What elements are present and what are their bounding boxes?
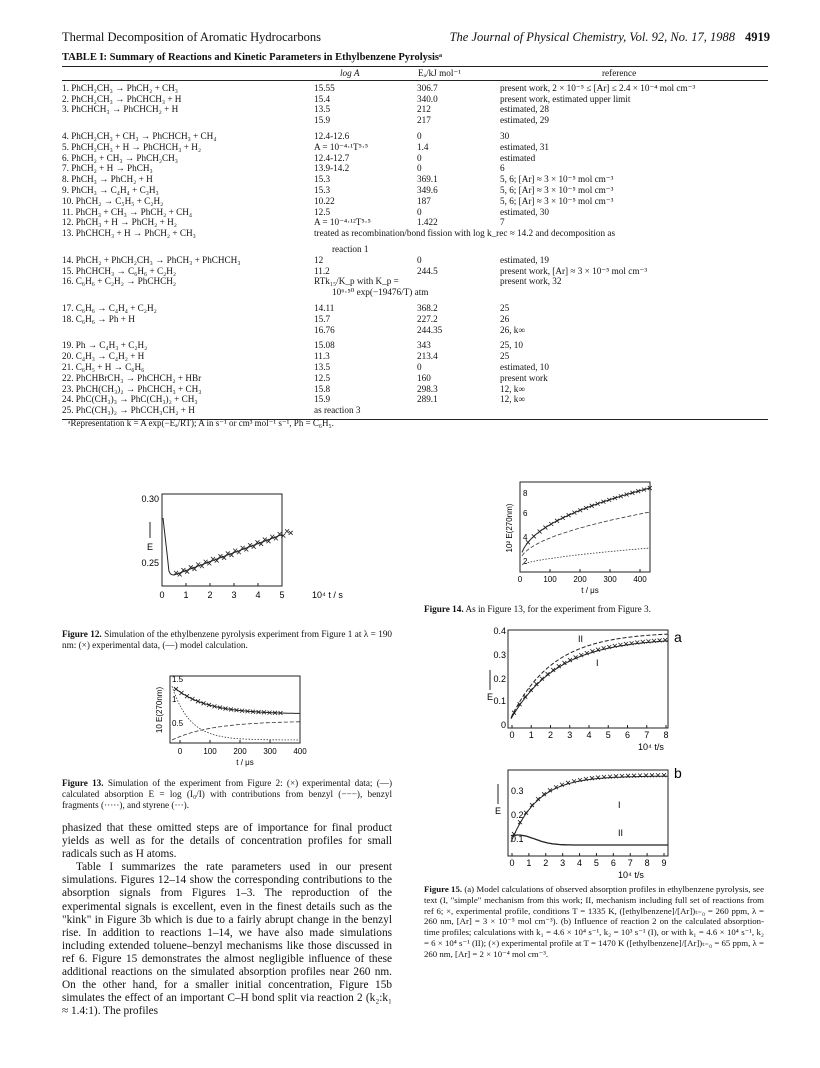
reference-cell: 25 [500,302,510,313]
x-tick-label: 200 [573,575,587,584]
reaction-cell: 23. PhCH(CH₃)₂ → PhCHCH₃ + CH₃ [62,383,202,394]
logA-cell: RTk₁₅/K_p with K_p = [314,276,399,287]
reference-cell: estimated, 30 [500,206,549,217]
x-tick-label: 2 [543,858,549,868]
reaction-cell: 13. PhCHCH₃ + H → PhCH₂ + CH₃ [62,228,196,239]
reference-cell: estimated, 28 [500,104,549,115]
y-tick-label: 0.3 [493,650,506,660]
reference-cell: 5, 6; [Ar] ≈ 3 × 10⁻⁵ mol cm⁻³ [500,184,614,195]
x-tick-label: 9 [661,858,667,868]
experimental-point [561,516,565,520]
curve-label-II: II [618,828,624,838]
reaction-cell: 6. PhCH₂ + CH₃ → PhCH₂CH₃ [62,152,179,163]
x-axis-label: 10⁴ t / s [312,590,343,600]
Ea-cell: 343 [417,340,431,351]
table-row [62,104,768,115]
reference-cell: 12, k∞ [500,383,525,394]
benzyl-curve [522,512,650,556]
table-row [62,384,768,395]
curve-II [511,835,668,845]
reaction-table [62,66,768,420]
reference-cell: 30 [500,130,510,141]
y-tick-label: 4 [523,533,528,542]
table-row [62,217,768,228]
reaction-cell: 5. PhCH₂CH₃ + H → PhCHCH₃ + H₂ [62,141,202,152]
table-row [62,405,768,416]
curve-label-II: II [578,634,584,644]
reaction-cell: 9. PhCH₃ → C₄H₄ + C₃H₃ [62,184,159,195]
logA-cell: 13.9-14.2 [314,163,350,174]
reference-cell: 5, 6; [Ar] ≈ 3 × 10⁻⁵ mol cm⁻³ [500,195,614,206]
y-tick-label: 0.5 [172,719,184,728]
x-tick-label: 1 [183,590,189,600]
y-axis-label: 10 E(270nm) [155,686,164,734]
table-caption: TABLE I: Summary of Reactions and Kinetic Parameters in Ethylbenzene Pyrolysisᵃ [62,52,443,63]
panel-label: b [674,765,682,781]
x-tick-label: 100 [203,747,217,756]
figure-12-caption: Figure 12. Simulation of the ethylbenzene pyrolysis experiment from Figure 1 at λ = 190 nm: (×) experimental data, (—) model calculation. [62,629,393,651]
x-tick-label: 7 [644,730,650,740]
y-axis-label: E [486,692,494,702]
Ea-cell: 187 [417,195,431,206]
y-tick-label: 0.3 [511,786,524,796]
reference-cell: 25 [500,351,510,362]
y-tick-label: 0.4 [493,626,506,636]
Ea-cell: 1.422 [417,217,438,228]
experimental-point [549,522,553,526]
reference-cell: 25, 10 [500,340,523,351]
table-row [62,115,768,126]
x-tick-label: 400 [633,575,647,584]
x-tick-label: 8 [644,858,650,868]
Ea-cell: 0 [417,361,422,372]
y-tick-label: 1 [172,695,177,704]
logA-cell: 10⁶·⁵⁰ exp(−19476/T) atm [332,287,429,298]
Ea-cell: 0 [417,152,422,163]
x-axis-label: t / μs [581,586,599,595]
experimental-point [532,534,536,538]
x-axis-label: t / μs [236,758,254,767]
reference-cell: present work, 2 × 10⁻⁵ ≤ [Ar] ≤ 2.4 × 10⁻⁴ mol cm⁻³ [500,82,696,93]
y-tick-label: 2 [523,557,528,566]
Ea-cell: 0 [417,206,422,217]
reference-cell: estimated, 10 [500,361,549,372]
reaction-cell: 8. PhCH₃ → PhCH₂ + H [62,174,153,185]
y-tick-label: 6 [523,509,528,518]
Ea-cell: 244.35 [417,324,443,335]
reaction-cell: 18. C₆H₆ → Ph + H [62,313,135,324]
x-tick-label: 6 [610,858,616,868]
x-tick-label: 2 [547,730,554,740]
Ea-cell: 160 [417,372,431,383]
x-tick-label: 5 [605,730,611,740]
logA-cell: 11.2 [314,265,330,276]
plot-frame [508,630,668,728]
logA-cell: 15.3 [314,184,331,195]
experimental-point [567,513,571,517]
figure-12-plot [142,486,402,611]
Ea-cell: 369.1 [417,174,438,185]
reaction-cell: 3. PhCHCH₃ → PhCHCH₂ + H [62,104,179,115]
experimental-point [555,519,559,523]
curve-I [511,776,668,842]
x-axis-label: 10⁴ t/s [638,742,664,752]
figure-12 [142,486,402,611]
logA-cell: A = 10⁻⁴·¹T⁵·⁵ [314,141,369,152]
reference-cell: present work, [Ar] ≈ 3 × 10⁻⁵ mol cm⁻³ [500,265,648,276]
logA-cell: 12.5 [314,372,331,383]
logA-cell: 13.5 [314,104,331,115]
logA-cell: 15.9 [314,115,331,126]
reaction-cell: 16. C₆H₆ + C₂H₂ → PhCHCH₂ [62,276,177,287]
Ea-cell: 213.4 [417,351,438,362]
table-row [62,340,768,351]
logA-cell: 12.4-12.6 [314,130,350,141]
reaction-cell: 20. C₄H₃ → C₄H₂ + H [62,351,145,362]
table-row [62,325,768,336]
table-row [62,153,768,164]
logA-cell: 12 [314,254,324,265]
table-row [62,207,768,218]
reaction-cell: 17. C₆H₆ → C₄H₄ + C₂H₂ [62,302,157,313]
page-number: 4919 [745,30,770,44]
table-row [62,351,768,362]
header-journal: The Journal of Physical Chemistry, Vol. 92, No. 17, 1988 4919 [449,30,770,44]
Ea-cell: 349.6 [417,184,438,195]
plot-frame [508,770,668,856]
Ea-cell: 340.0 [417,93,438,104]
reaction-cell: 25. PhC(CH₃)₂ → PhCCH₃CH₂ + H [62,405,195,416]
curve-II [511,634,668,718]
logA-cell: 11.3 [314,351,330,362]
table-row [62,228,768,239]
reaction-cell: 22. PhCHBrCH₃ → PhCHCH₂ + HBr [62,372,202,383]
x-axis-label: 10⁴ t/s [618,870,644,880]
Ea-cell: 368.2 [417,302,438,313]
Ea-cell: 244.5 [417,265,438,276]
curve-I [511,641,668,719]
curve-label-I: I [618,800,621,810]
logA-cell: 15.9 [314,394,331,405]
reference-cell: estimated, 31 [500,141,549,152]
experimental-point [289,531,293,535]
Ea-cell: 0 [417,254,422,265]
reference-cell: 12, k∞ [500,394,525,405]
x-tick-label: 6 [624,730,631,740]
logA-cell: 15.8 [314,383,331,394]
logA-cell: 15.4 [314,93,331,104]
experimental-point [191,697,195,701]
experimental-point [174,687,178,691]
y-axis-label: E [494,806,502,816]
figure-15b [490,760,700,880]
reaction-cell: 12. PhCH₃ + H → PhCH₂ + H₂ [62,217,177,228]
reaction-cell: 19. Ph → C₄H₃ + C₂H₂ [62,340,148,351]
table-row [62,362,768,373]
reaction-cell: 11. PhCH₃ + CH₃ → PhCH₂ + CH₄ [62,206,193,217]
table-row [62,276,768,287]
body-text [62,822,392,1018]
Ea-cell: 1.4 [417,141,429,152]
x-tick-label: 0 [509,858,515,868]
y-tick-label: 0.30 [141,494,159,504]
table-row [62,244,768,255]
logA-cell: 16.76 [314,324,335,335]
x-tick-label: 3 [567,730,573,740]
reaction-cell: 24. PhC(CH₃)₃ → PhC(CH₃)₂ + CH₃ [62,394,198,405]
figure-14 [500,476,680,596]
reference-cell: 26, k∞ [500,324,525,335]
figure-13 [150,668,325,768]
running-header [62,30,770,46]
x-tick-label: 5 [593,858,599,868]
benzyl-curve [172,722,300,740]
table-row [62,255,768,266]
x-tick-label: 2 [207,590,213,600]
Ea-cell: 217 [417,115,431,126]
x-tick-label: 300 [603,575,617,584]
x-tick-label: 400 [293,747,307,756]
table-row [62,94,768,105]
table-row [62,266,768,277]
table-row [62,196,768,207]
x-tick-label: 0 [517,575,523,584]
experimental-point [285,529,289,533]
x-tick-label: 4 [586,730,592,740]
figure-14-plot [500,476,680,596]
table-row [62,373,768,384]
logA-cell: reaction 1 [332,243,369,254]
logA-cell: 15.3 [314,174,331,185]
logA-cell: as reaction 3 [314,405,361,416]
experimental-point [578,508,582,512]
reaction-cell: 14. PhCH₂ + PhCH₂CH₃ → PhCH₃ + PhCHCH₃ [62,254,241,265]
x-tick-label: 100 [543,575,557,584]
logA-cell: treated as recombination/bond fission with log k_rec ≈ 14.2 and decomposition as [314,228,616,239]
total-curve [522,488,650,552]
y-tick-label: 1.5 [172,675,184,684]
table-row [62,163,768,174]
experimental-point [526,540,530,544]
y-tick-label: 0.2 [493,674,506,684]
reference-cell: 26 [500,313,510,324]
reference-cell: estimated, 19 [500,254,549,265]
reference-cell: present work [500,372,548,383]
x-tick-label: 1 [526,858,532,868]
figure-15a [486,620,700,752]
experimental-point [185,694,189,698]
reference-cell: estimated, 29 [500,115,549,126]
table-row [62,174,768,185]
table-row [62,131,768,142]
header-title: Thermal Decomposition of Aromatic Hydrocarbons [62,30,321,44]
reaction-cell: 7. PhCH₂ + H → PhCH₃ [62,163,153,174]
logA-cell: 14.11 [314,302,335,313]
table-row [62,142,768,153]
x-tick-label: 200 [233,747,247,756]
col-header-Ea: Eₐ/kJ mol⁻¹ [418,68,462,78]
panel-label: a [674,629,682,645]
experimental-point [543,526,547,530]
reaction-cell: 2. PhCH₂CH₃ → PhCHCH₃ + H [62,93,182,104]
table-body [62,83,768,416]
reaction-cell: 21. C₆H₅ + H → C₆H₆ [62,361,145,372]
x-tick-label: 0 [177,747,183,756]
reference-cell: present work, estimated upper limit [500,93,631,104]
table-row [62,185,768,196]
col-header-reference: reference [602,68,637,78]
table-header-row [62,68,768,79]
y-tick-label: 0.25 [141,558,159,568]
table-row [62,394,768,405]
reference-cell: 7 [500,217,505,228]
x-tick-label: 4 [577,858,583,868]
table-row [62,303,768,314]
reaction-cell: 1. PhCH₂CH₃ → PhCH₂ + CH₃ [62,82,179,93]
table-footnote: ᵃRepresentation k = A exp(−Eₐ/RT); A in s⁻¹ or cm³ mol⁻¹ s⁻¹, Ph = C₆H₅. [68,418,334,428]
reference-cell: estimated [500,152,536,163]
figure-15a-plot [486,620,700,752]
table-row [62,314,768,325]
y-tick-label: 0.1 [493,696,506,706]
figure-13-plot [150,668,325,768]
y-tick-label: 8 [523,489,528,498]
y-axis-label: E [146,542,154,552]
y-tick-label: 0.1 [511,834,524,844]
styrene-curve [522,548,650,565]
y-axis-label: 10² E(270nm) [505,503,514,553]
table-row [62,287,768,298]
x-tick-label: 1 [528,730,534,740]
logA-cell: 15.7 [314,313,331,324]
logA-cell: 15.08 [314,340,335,351]
curve-label-I: I [596,658,599,668]
x-tick-label: 8 [663,730,669,740]
experimental-point [572,511,576,515]
Ea-cell: 0 [417,163,422,174]
reaction-cell: 15. PhCHCH₃ → C₆H₆ + C₂H₂ [62,265,177,276]
reaction-cell: 4. PhCH₂CH₃ + CH₃ → PhCHCH₃ + CH₄ [62,130,217,141]
Ea-cell: 298.3 [417,383,438,394]
Ea-cell: 0 [417,130,422,141]
figure-13-caption: Figure 13. Simulation of the experiment from Figure 2: (×) experimental data; (—) calculated absorption E = log (I₀/I) with contributions from benzyl (−−−), benzyl fragments (·····), and styrene (···). [62,778,393,811]
Ea-cell: 289.1 [417,394,438,405]
body-paragraph-2: Table I summarizes the rate parameters used in our present simulations. Figures 12–14 show the corresponding contributions to the absorption signals from Figures 1–3. The reproduction of the experimental signals is excellent, even in the finest details such as the "kink" in Figure 3b which is due to a fairly abrupt change in the benzyl rise. In addition to reactions 1–14, we have also made simulations including extended toluene–benzyl mechanisms like those discussed in ref 6. Figure 15 demonstrates the almost negligible influence of these additional reactions on the simulated absorption profiles near 260 nm. On the other hand, for a smaller initial concentration, Figure 15b simulates the effect of an important C–H bond split via reaction 2 (k₂:k₁ ≈ 1.4:1). The profiles [62,861,392,1018]
logA-cell: 13.5 [314,361,331,372]
experimental-point [180,691,184,695]
logA-cell: 15.55 [314,82,335,93]
reaction-cell: 10. PhCH₂ → C₅H₅ + C₂H₂ [62,195,164,206]
y-tick-label: 0.2 [511,810,524,820]
logA-cell: A = 10⁻⁴·¹²T⁵·⁵ [314,217,371,228]
x-tick-label: 3 [231,590,237,600]
table-row [62,83,768,94]
reference-cell: 5, 6; [Ar] ≈ 3 × 10⁻⁵ mol cm⁻³ [500,174,614,185]
reference-cell: present work, 32 [500,276,562,287]
Ea-cell: 212 [417,104,431,115]
Ea-cell: 306.7 [417,82,438,93]
x-tick-label: 300 [263,747,277,756]
body-paragraph-1: phasized that these omitted steps are of importance for final product yields as well as for the details of concentration profiles for small radicals such as H atoms. [62,822,392,861]
Ea-cell: 227.2 [417,313,438,324]
plot-frame [520,482,650,572]
col-header-logA: log A [340,68,360,78]
x-tick-label: 4 [255,590,261,600]
x-tick-label: 0 [509,730,515,740]
x-tick-label: 5 [279,590,285,600]
experimental-point [538,530,542,534]
figure-15b-plot [490,760,700,880]
logA-cell: 10.22 [314,195,335,206]
x-tick-label: 3 [560,858,566,868]
y-tick-label: 0 [500,720,506,730]
model-curve [163,518,282,575]
figure-15-caption: Figure 15. (a) Model calculations of observed absorption profiles in ethylbenzene pyrolysis, see text (I, "simple" mechanism from this work; II, mechanism including full set of reactions from ref 6; ×, experimental profile, conditions T = 1335 K, ([ethylbenzene]/[Ar])ₜ₌₀ = 260 ppm, λ = 260 nm, [Ar] = 3 × 10⁻⁵ mol cm⁻³). (b) Influence of reaction 2 on the calculated absorption-time profiles; calculations with k₁ = 4.6 × 10⁴ s⁻¹, k₂ = 10³ s⁻¹ (I), or with k₁ = 4.6 × 10⁴ s⁻¹, k₂ = 6 × 10⁴ s⁻¹ (II); (×) experimental profile at T = 1470 K ([ethylbenzene]/[Ar])ₜ₌₀ = 65 ppm, λ = 260 nm, [Ar] = 2 × 10⁻⁴ mol cm⁻³. [424,884,764,959]
figure-14-caption: Figure 14. As in Figure 13, for the experiment from Figure 3. [424,604,651,614]
logA-cell: 12.4-12.7 [314,152,350,163]
x-tick-label: 7 [627,858,633,868]
logA-cell: 12.5 [314,206,331,217]
reference-cell: 6 [500,163,505,174]
x-tick-label: 0 [159,590,165,600]
